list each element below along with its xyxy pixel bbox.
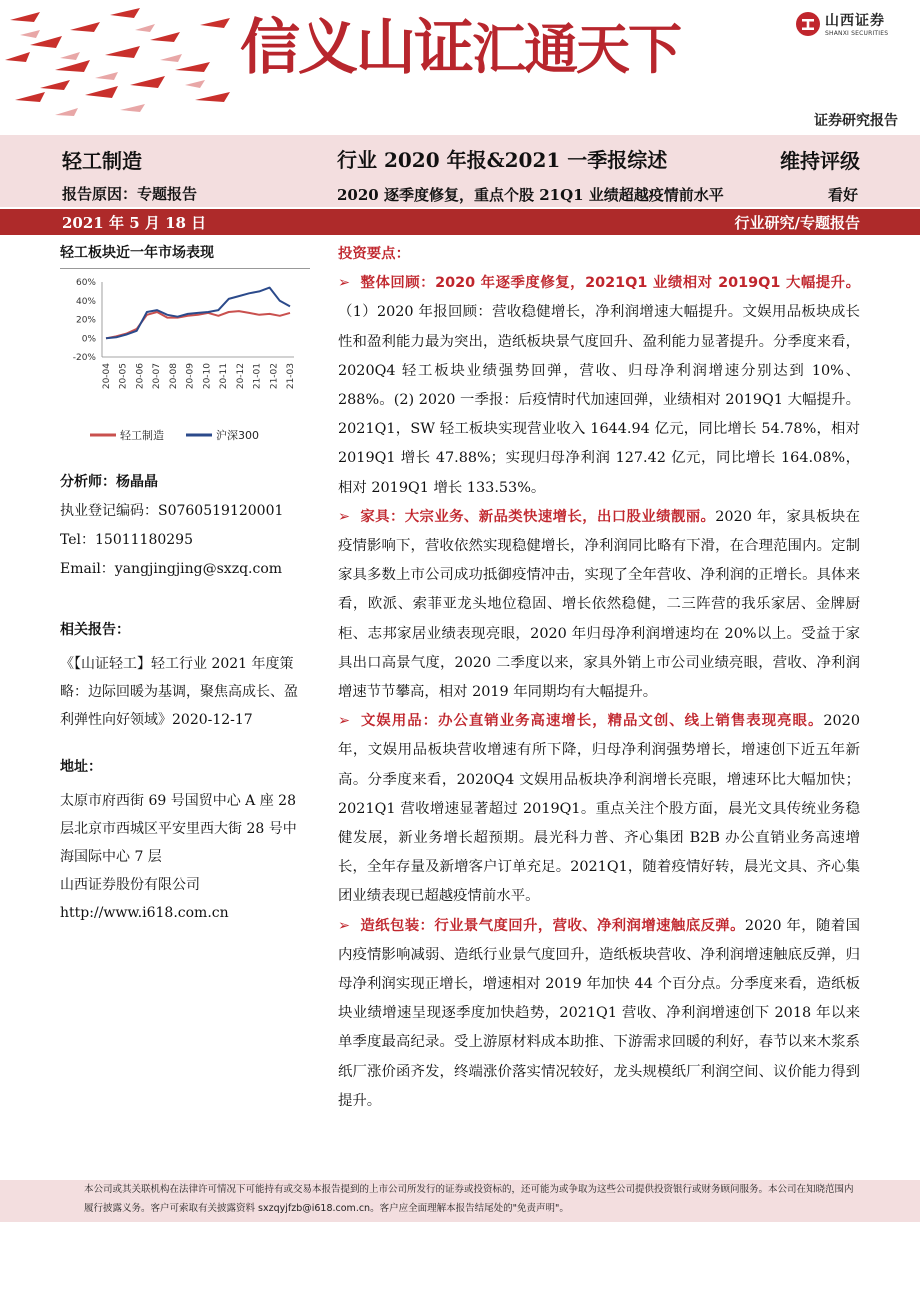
report-reason: 报告原因：专题报告 xyxy=(62,185,198,203)
x-tick-label: 21-01 xyxy=(252,363,263,390)
x-tick-label: 21-02 xyxy=(269,363,280,390)
bullet-overview xyxy=(338,269,860,503)
company-name: 山西证券股份有限公司 xyxy=(60,877,200,893)
report-subtitle: 2020 逐季度修复，重点个股 21Q1 业绩超越疫情前水平 xyxy=(337,186,724,204)
x-tick-label: 20-10 xyxy=(202,363,213,390)
slogan-part2: 汇通天下 xyxy=(472,18,680,81)
x-tick-label: 20-04 xyxy=(102,363,112,390)
header-banner xyxy=(0,0,920,135)
brand-name-en: SHANXI SECURITIES xyxy=(825,30,889,37)
investment-highlights-title: 投资要点： xyxy=(338,246,410,262)
analyst-email: Email：yangjingjing@sxzq.com xyxy=(60,561,283,577)
bullet-stationery xyxy=(338,707,860,911)
legend-label: 轻工制造 xyxy=(120,429,164,442)
legend-label: 沪深300 xyxy=(216,429,259,442)
x-tick-label: 20-11 xyxy=(219,363,230,390)
x-tick-label: 20-06 xyxy=(135,363,146,390)
report-date: 2021 年 5 月 18 日 xyxy=(62,214,207,232)
report-title: 行业 2020 年报&2021 一季报综述 xyxy=(337,148,668,172)
address-text: 太原市府西街 69 号国贸中心 A 座 28 层北京市西城区平安里西大街 28 号中海国际中心 7 层 xyxy=(60,793,297,865)
bullet-body: 2020 年，随着国内疫情影响减弱、造纸行业景气度回升，造纸板块营收、净利润增速触底反弹，归母净利润实现正增长，增速相对 2019 年加快 44 个百分点。分季度来看，造纸板块业绩增速呈现逐季度加快趋势，2021Q1 营收、净利润增速创下 2018 年以来单季度最高纪录。受上游原材料成本助推、下游需求回暖的利好，春节以来木浆系纸厂涨价函齐发，终端涨价落实情况较好，龙头规模纸厂利润空间、议价能力得到提升。 xyxy=(338,917,860,1109)
bullet-head: 文娱用品：办公直销业务高速增长，精品文创、线上销售表现亮眼。 xyxy=(360,713,824,730)
analyst-license: 执业登记编码：S0760519120001 xyxy=(60,503,284,519)
industry-name: 轻工制造 xyxy=(62,149,142,173)
slogan xyxy=(240,13,680,83)
address-label: 地址： xyxy=(60,759,102,775)
disclaimer: 本公司或其关联机构在法律许可情况下可能持有或交易本报告提到的上市公司所发行的证券或投资标的，还可能为或争取为这些公司提供投资银行或财务顾问服务。本公司在知晓范围内履行披露义务。客户可索取有关披露资料 sxzqyjfzb@i618.com.cn。客户应全面理解本报告结尾处的"免责声明"。 xyxy=(84,1184,854,1214)
brand-name-cn: 山西证券 xyxy=(825,13,885,29)
chart-svg xyxy=(60,272,310,452)
bullet-head: 造纸包装：行业景气度回升，营收、净利润增速触底反弹。 xyxy=(360,917,745,934)
related-label: 相关报告： xyxy=(60,622,130,638)
arrow-bullet-icon: ➢ xyxy=(338,713,351,730)
sidebar xyxy=(60,240,310,921)
address-block xyxy=(60,753,310,927)
bullet-head: 家具：大宗业务、新品类快速增长，出口股业绩靓丽。 xyxy=(360,508,716,525)
main-content xyxy=(338,240,860,1116)
x-tick-label: 20-09 xyxy=(185,363,196,390)
analyst-block xyxy=(60,468,310,584)
y-tick-label: 40% xyxy=(75,296,96,307)
x-tick-label: 21-03 xyxy=(286,363,296,390)
analyst-tel: Tel：15011180295 xyxy=(60,532,193,548)
related-report-link[interactable]: 《【山证轻工】轻工行业 2021 年度策略：边际回暖为基调，聚焦高成长、盈利弹性向好领域》2020-12-17 xyxy=(60,656,298,728)
bullet-body: 2020 年，文娱用品板块营收增速有所下降，归母净利润强势增长，增速创下近五年新高。分季度来看，2020Q4 文娱用品板块净利润增长亮眼，增速环比大幅加快；2021Q1 营收增速显著超过 2019Q1。重点关注个股方面，晨光文具传统业务稳健发展，新业务增长超预期。晨光科力普、齐心集团 B2B 办公直销业务高速增长，全年存量及新增客户订单充足。2021Q1，随着疫情好转，晨光文具、齐心集团业绩表现已超越疫情前水平。 xyxy=(338,713,860,905)
bullet-paper xyxy=(338,912,860,1116)
analyst-name: 分析师：杨晶晶 xyxy=(60,474,158,490)
arrow-pattern-decoration xyxy=(0,0,240,135)
rating-label: 维持评级 xyxy=(780,149,860,173)
y-tick-label: -20% xyxy=(72,353,96,363)
y-tick-label: 20% xyxy=(75,315,96,326)
arrow-bullet-icon: ➢ xyxy=(338,508,351,525)
bullet-body: 2020 年，家具板块在疫情影响下，营收依然实现稳健增长，净利润同比略有下滑，在合理范围内。定制家具多数上市公司成功抵御疫情冲击，实现了全年营收、净利润的正增长。具体来看，欧派、索菲亚龙头地位稳固、增长依然稳健，二三阵营的我乐家居、金牌厨柜、志邦家居业绩表现亮眼，2020 年归母净利润增速均在 20%以上。受益于家具出口高景气度，2020 二季度以来，家具外销上市公司业绩亮眼，营收、净利润增速节节攀高，相对 2019 年同期均有大幅提升。 xyxy=(338,508,860,701)
x-tick-label: 20-08 xyxy=(168,363,179,390)
bullet-head: 整体回顾：2020 年逐季度修复，2021Q1 业绩相对 2019Q1 大幅提升。 xyxy=(360,275,860,292)
y-tick-label: 60% xyxy=(75,278,96,288)
report-category: 行业研究/专题报告 xyxy=(734,214,860,232)
brand-mark-icon xyxy=(795,11,821,37)
related-reports xyxy=(60,616,310,734)
slogan-part1: 信义山证 xyxy=(240,13,472,83)
bullet-body: （1）2020 年报回顾：营收稳健增长，净利润增速大幅提升。文娱用品板块成长性和盈利能力最为突出，造纸板块景气度回升、盈利能力显著提升。分季度来看，2020Q4 轻工板块业绩强势回弹，营收、归母净利润增速分别达到 10%、288%。(2) 2020 一季报：后疫情时代加速回弹，业绩相对 2019Q1 大幅提升。2021Q1，SW 轻工板块实现营业收入 1644.94 亿元，同比增长 54.78%，相对 2019Q1 增长 47.88%；实现归母净利润 127.42 亿元，同比增长 164.08%，相对 2019Q1 增长 133.53%。 xyxy=(338,304,860,496)
y-tick-label: 0% xyxy=(81,334,96,345)
arrow-bullet-icon: ➢ xyxy=(338,917,351,934)
company-website[interactable]: http://www.i618.com.cn xyxy=(60,905,229,921)
brand-logo xyxy=(795,10,888,37)
x-tick-label: 20-07 xyxy=(152,363,163,390)
x-tick-label: 20-12 xyxy=(235,363,246,390)
bullet-furniture xyxy=(338,503,860,707)
x-tick-label: 20-05 xyxy=(118,363,129,390)
series-line-industry xyxy=(106,311,290,338)
report-type: 证券研究报告 xyxy=(814,113,898,129)
market-performance-chart xyxy=(60,272,310,452)
rating-value: 看好 xyxy=(827,186,858,204)
chart-title: 轻工板块近一年市场表现 xyxy=(60,242,310,269)
arrow-bullet-icon: ➢ xyxy=(338,275,351,292)
